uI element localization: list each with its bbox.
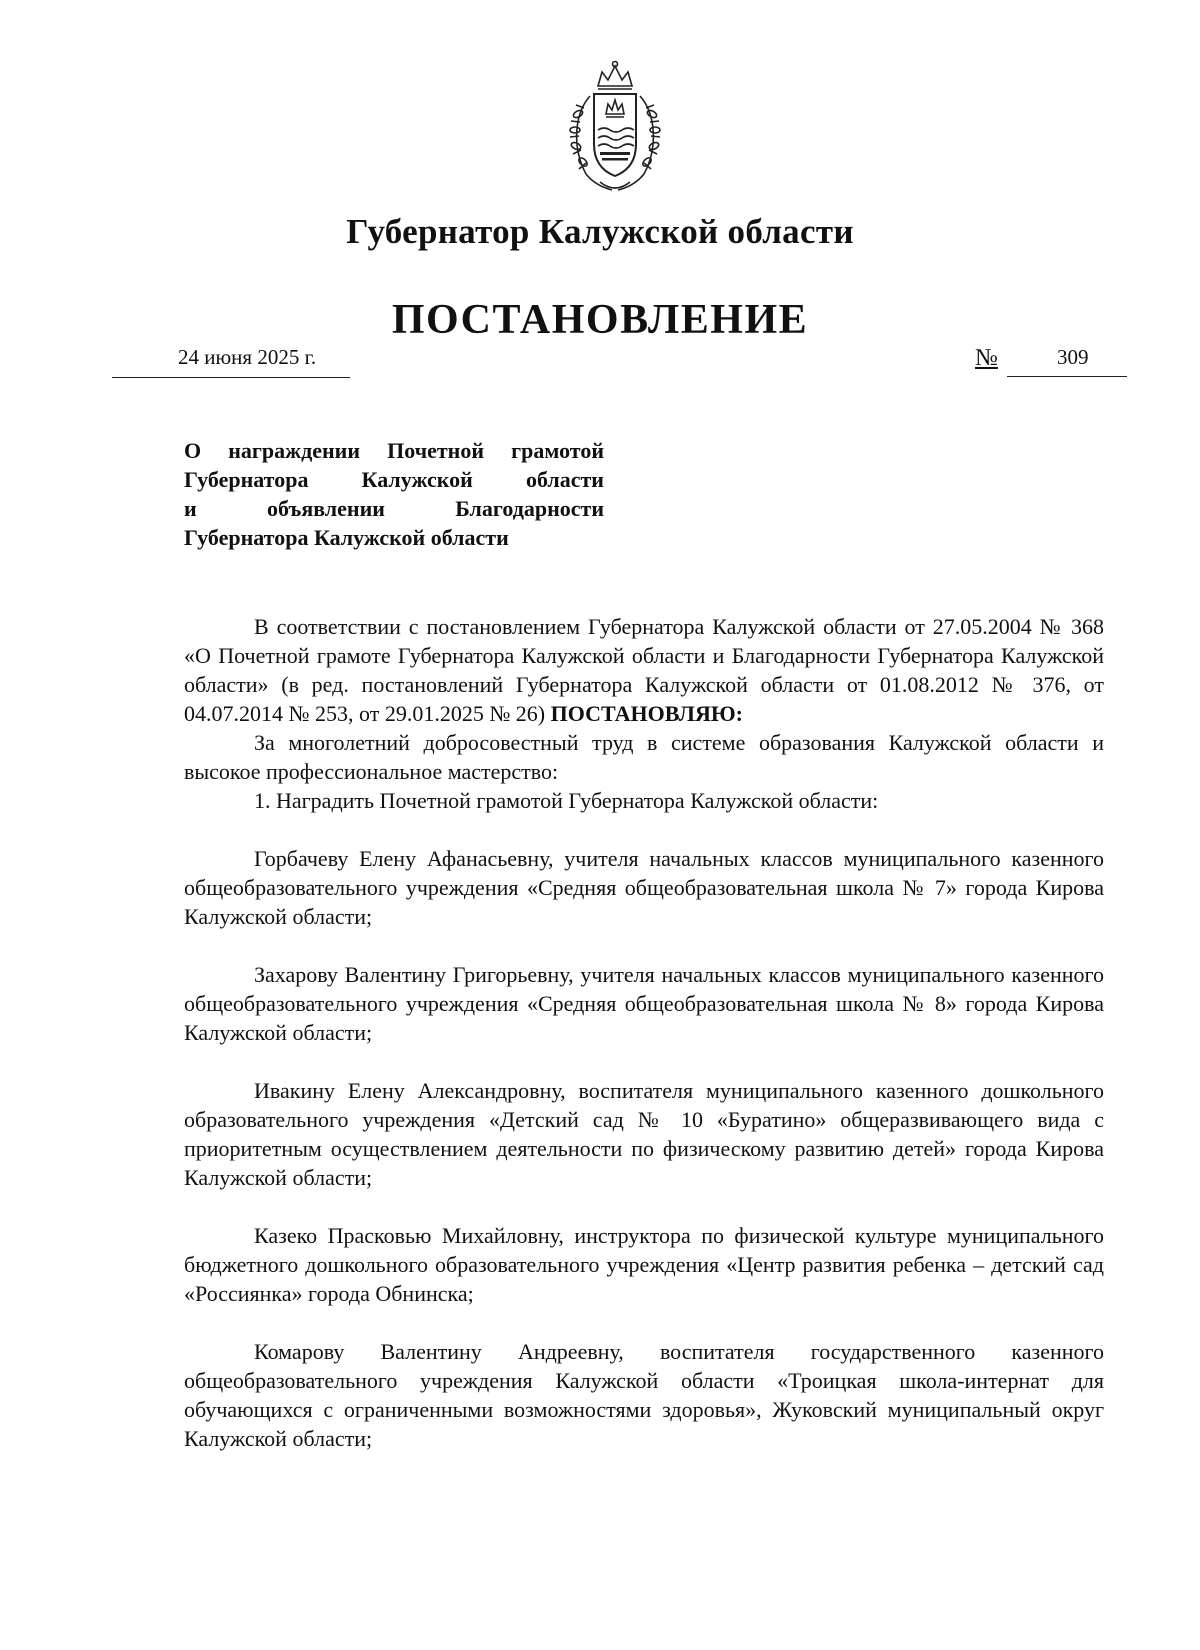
decree-body [184, 612, 1104, 1453]
subject-line: и объявлении Благодарности [184, 496, 604, 521]
awardee-paragraph: Казеко Прасковью Михайловну, инструктора по физической культуре муниципального бюджетного дошкольного образовательного учреждения «Центр развития ребенка – детский сад «Россиянка» города Обнинска; [184, 1223, 1104, 1306]
awardee-paragraph: Захарову Валентину Григорьевну, учителя начальных классов муниципального казенного общеобразовательного учреждения «Средняя общеобразовательная школа № 8» города Кирова Калужской области; [184, 962, 1104, 1045]
decree-subject [184, 436, 604, 552]
decree-date: 24 июня 2025 г. [178, 345, 317, 369]
awardee-paragraph: Горбачеву Елену Афанасьевну, учителя начальных классов муниципального казенного общеобразовательного учреждения «Средняя общеобразовательная школа № 7» города Кирова Калужской области; [184, 846, 1104, 929]
reason-paragraph: За многолетний добросовестный труд в системе образования Калужской области и высокое профессиональное мастерство: [184, 730, 1104, 784]
preamble-text: В соответствии с постановлением Губернатора Калужской области от 27.05.2004 № 368 «О Почетной грамоте Губернатора Калужской области и Благодарности Губернатора Калужской области» (в ред. постановлений Губернатора Калужской области от 01.08.2012 № 376, от 04.07.2014 № 253, от 29.01.2025 № 26) [184, 614, 1104, 726]
awardee-paragraph: Комарову Валентину Андреевну, воспитателя государственного казенного общеобразовательного учреждения Калужской области «Троицкая школа-интернат для обучающихся с ограниченными возможностями здоровья», Жуковский муниципальный округ Калужской области; [184, 1339, 1104, 1451]
decree-date-field [112, 345, 350, 378]
decree-number-field [975, 345, 1127, 377]
subject-line: Губернатора Калужской области [184, 525, 509, 550]
issuing-authority: Губернатор Калужской области [346, 212, 854, 251]
document-type: ПОСТАНОВЛЕНИЕ [391, 297, 809, 343]
item-1-heading: 1. Наградить Почетной грамотой Губернатора Калужской области: [254, 788, 879, 813]
decree-word: ПОСТАНОВЛЯЮ: [550, 701, 743, 726]
number-underline [1007, 345, 1127, 377]
preamble-paragraph [184, 612, 1104, 728]
subject-line: Губернатора Калужской области [184, 467, 604, 492]
coat-of-arms-icon [556, 56, 674, 196]
decree-number: 309 [1057, 345, 1089, 369]
subject-line: О награждении Почетной грамотой [184, 438, 604, 463]
number-sign: № [975, 345, 998, 371]
awardee-paragraph: Ивакину Елену Александровну, воспитателя муниципального казенного дошкольного образовательного учреждения «Детский сад № 10 «Буратино» общеразвивающего вида с приоритетным осуществлением деятельности по физическому развитию детей» города Кирова Калужской области; [184, 1078, 1104, 1190]
